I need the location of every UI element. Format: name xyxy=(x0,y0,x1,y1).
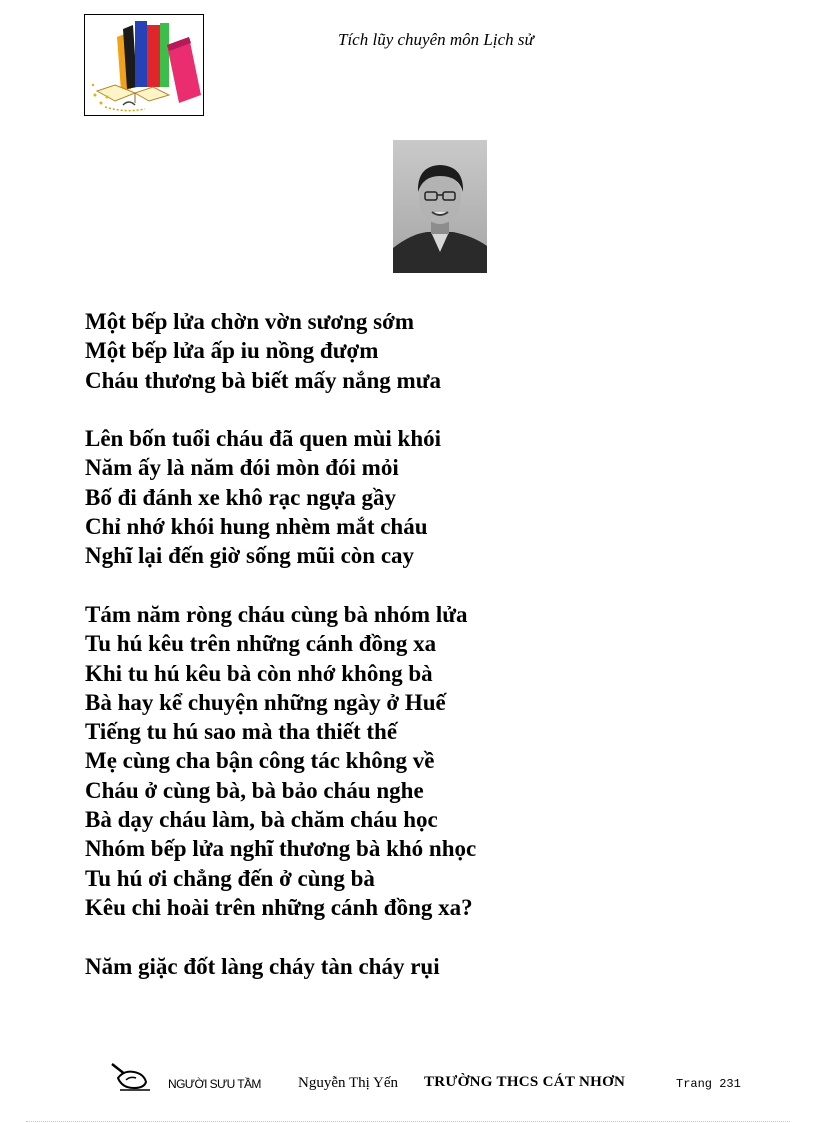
poem-line: Bố đi đánh xe khô rạc ngựa gầy xyxy=(85,484,396,510)
poem-line: Tám năm ròng cháu cùng bà nhóm lửa xyxy=(85,601,468,627)
page-footer xyxy=(0,1060,816,1100)
writing-hand-icon xyxy=(110,1060,154,1099)
collector-label: NGƯỜI SƯU TẦM xyxy=(168,1077,261,1091)
books-logo xyxy=(84,14,204,116)
stanza-1 xyxy=(85,307,476,395)
poem-line: Năm ấy là năm đói mòn đói mỏi xyxy=(85,455,399,481)
poem-line: Tiếng tu hú sao mà tha thiết thế xyxy=(85,719,398,745)
poem-line: Chỉ nhớ khói hung nhèm mắt cháu xyxy=(85,514,428,540)
poem-line: Bà hay kể chuyện những ngày ở Huế xyxy=(85,689,446,715)
page-number: Trang 231 xyxy=(676,1077,741,1091)
collector-name: Nguyễn Thị Yến xyxy=(298,1075,398,1091)
poem-line: Một bếp lửa ấp iu nồng đượm xyxy=(85,338,379,364)
poem-line: Một bếp lửa chờn vờn sương sớm xyxy=(85,309,415,334)
books-icon xyxy=(85,15,203,115)
poem xyxy=(85,307,476,1010)
footer-divider xyxy=(26,1121,790,1122)
poem-line: Bà dạy cháu làm, bà chăm cháu học xyxy=(85,807,438,833)
header-title: Tích lũy chuyên môn Lịch sử xyxy=(338,30,534,49)
poem-line: Nhóm bếp lửa nghĩ thương bà khó nhọc xyxy=(85,836,477,862)
stanza-4 xyxy=(85,952,476,981)
poem-line: Nghĩ lại đến giờ sống mũi còn cay xyxy=(85,543,415,569)
poem-line: Năm giặc đốt làng cháy tàn cháy rụi xyxy=(85,953,440,979)
poem-line: Tu hú ơi chẳng đến ở cùng bà xyxy=(85,865,375,891)
poem-line: Cháu thương bà biết mấy nắng mưa xyxy=(85,367,442,393)
poem-line: Lên bốn tuổi cháu đã quen mùi khói xyxy=(85,426,441,452)
author-portrait xyxy=(393,140,487,273)
stanza-2 xyxy=(85,424,476,570)
school-name: TRƯỜNG THCS CÁT NHƠN xyxy=(424,1074,626,1090)
poem-line: Mẹ cùng cha bận công tác không về xyxy=(85,748,435,774)
poem-line: Khi tu hú kêu bà còn nhớ không bà xyxy=(85,660,433,686)
poem-line: Kêu chi hoài trên những cánh đồng xa? xyxy=(85,894,473,920)
stanza-3 xyxy=(85,600,476,922)
poem-line: Tu hú kêu trên những cánh đồng xa xyxy=(85,631,437,657)
poem-line: Cháu ở cùng bà, bà bảo cháu nghe xyxy=(85,777,424,803)
